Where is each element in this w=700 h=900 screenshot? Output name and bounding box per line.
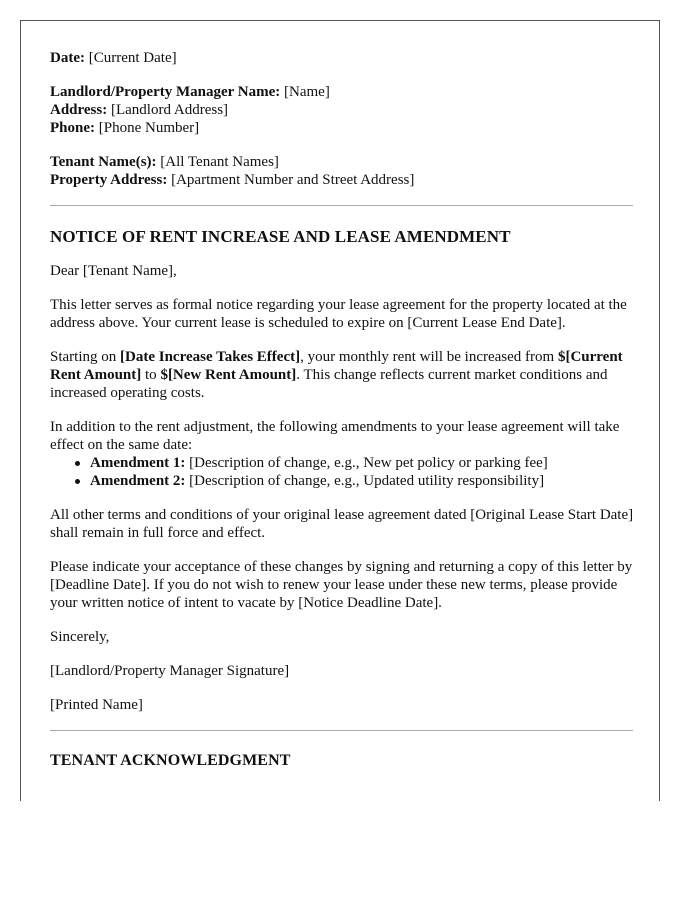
date-value: [Current Date] — [88, 50, 177, 66]
divider-bottom — [50, 730, 633, 731]
paragraph-intro: This letter serves as formal notice regarding your lease agreement for the property located at the address above. Your current lease is scheduled to expire on [Current Lease End Date]. — [50, 297, 627, 331]
tenant-value: [All Tenant Names] — [160, 154, 279, 170]
signature-line: [Landlord/Property Manager Signature] — [50, 663, 290, 679]
landlord-block — [50, 83, 635, 137]
amendment-list — [50, 454, 635, 490]
tenant-block — [50, 153, 635, 189]
address-line — [50, 101, 635, 119]
property-line — [50, 171, 635, 189]
salutation: Dear [Tenant Name], — [50, 263, 177, 279]
landlord-value: [Name] — [284, 84, 330, 100]
landlord-line — [50, 83, 635, 101]
paragraph-other-terms: All other terms and conditions of your original lease agreement dated [Original Lease Start Date] shall remain in full force and effect. — [50, 507, 634, 541]
tenant-label: Tenant Name(s): — [50, 154, 157, 170]
phone-label: Phone: — [50, 120, 95, 136]
address-value: [Landlord Address] — [110, 102, 229, 118]
date-line — [50, 49, 635, 67]
current-rent: $[Current Rent Amount] — [50, 349, 623, 383]
printed-name: [Printed Name] — [50, 697, 143, 713]
paragraph-rent-increase: Starting on [Date Increase Takes Effect], your monthly rent will be increased from $[Current Rent Amount] to $[New Rent Amount]. This change reflects current market conditions and increased operating costs. — [50, 349, 623, 401]
property-label: Property Address: — [50, 172, 168, 188]
divider-top — [50, 205, 633, 206]
address-label: Address: — [50, 102, 108, 118]
tenant-line — [50, 153, 635, 171]
letter-content — [50, 49, 635, 771]
property-value: [Apartment Number and Street Address] — [171, 172, 415, 188]
closing: Sincerely, — [50, 629, 110, 645]
phone-value: [Phone Number] — [98, 120, 200, 136]
date-label: Date: — [50, 50, 85, 66]
list-item: Amendment 2: [Description of change, e.g., Updated utility responsibility] — [90, 472, 635, 490]
new-rent: $[New Rent Amount] — [160, 367, 297, 383]
paragraph-acceptance: Please indicate your acceptance of these changes by signing and returning a copy of this letter by [Deadline Date]. If you do not wish to renew your lease under these new terms, please provide your written notice of intent to vacate by [Notice Deadline Date]. — [50, 559, 633, 611]
effective-date: [Date Increase Takes Effect] — [120, 349, 301, 365]
acknowledgment-title: TENANT ACKNOWLEDGMENT — [50, 752, 291, 769]
list-item: Amendment 1: [Description of change, e.g., New pet policy or parking fee] — [90, 454, 635, 472]
paragraph-amendments-intro: In addition to the rent adjustment, the following amendments to your lease agreement will take effect on the same date: — [50, 419, 620, 453]
letter-page — [20, 20, 660, 801]
phone-line — [50, 119, 635, 137]
notice-title: NOTICE OF RENT INCREASE AND LEASE AMENDMENT — [50, 227, 511, 246]
landlord-label: Landlord/Property Manager Name: — [50, 84, 281, 100]
